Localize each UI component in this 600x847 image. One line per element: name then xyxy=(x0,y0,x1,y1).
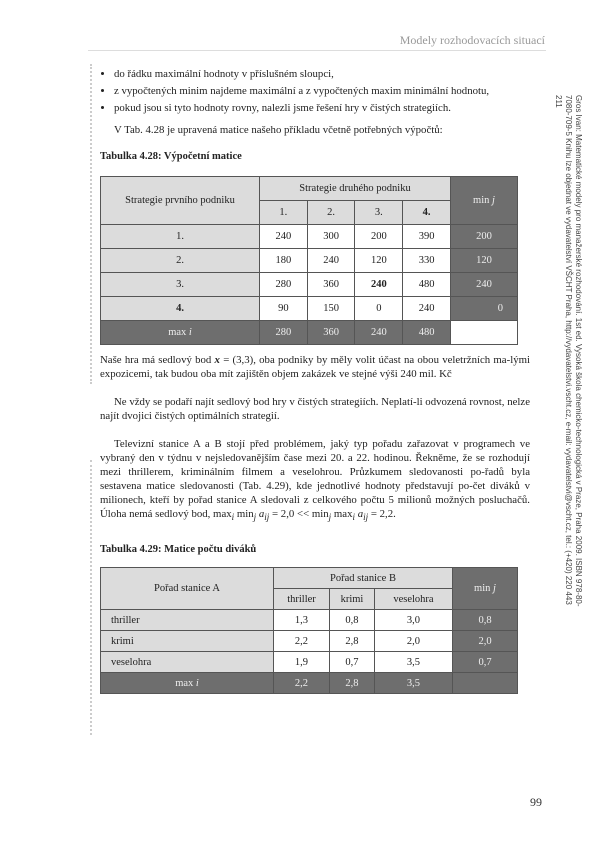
table-cell: 2,0 xyxy=(374,631,452,652)
table2-row-label: thriller xyxy=(101,610,274,631)
table2-row-min: 0,7 xyxy=(453,652,518,673)
table-row xyxy=(101,321,518,345)
table1-row-min: 200 xyxy=(451,225,518,249)
table2-row-header: Pořad stanice A xyxy=(101,568,274,610)
margin-marker-bottom xyxy=(90,460,92,735)
table-4-28 xyxy=(100,176,518,345)
table1-row-label: 4. xyxy=(101,297,260,321)
table-row xyxy=(101,673,518,694)
table1-col-header: 4. xyxy=(403,201,451,225)
table2-row-min: 0,8 xyxy=(453,610,518,631)
table1-row-min: 0 xyxy=(451,297,518,321)
side-citation: Gros Ivan: Matematické modely pro manažerské rozhodování. 1st ed. Vysoká škola chemicko-technologická v Praze, Praha 2009. ISBN 978-80-7080-709-5 Knihu lze objednat ve vydavatelství VŠCHT Praha, http://vydavatelstvi.vscht.cz, e-mail: vydavatelstvi@vscht.cz, tel.: (+420) 220 443 211 xyxy=(554,95,583,607)
table-row xyxy=(101,297,518,321)
table-cell: 240 xyxy=(403,297,451,321)
table-cell: 2,2 xyxy=(274,631,330,652)
table2-row-label: veselohra xyxy=(101,652,274,673)
table1-empty-corner xyxy=(451,321,518,345)
table-cell: 2,8 xyxy=(329,631,374,652)
table-cell: 180 xyxy=(260,249,308,273)
table-cell: 1,3 xyxy=(274,610,330,631)
table2-col-header: krimi xyxy=(329,589,374,610)
table-cell: 1,9 xyxy=(274,652,330,673)
running-header: Modely rozhodovacích situací xyxy=(399,33,545,47)
table-cell: 0 xyxy=(355,297,403,321)
table1-row-label: 3. xyxy=(101,273,260,297)
table2-row-label: krimi xyxy=(101,631,274,652)
table-cell: 3,5 xyxy=(374,652,452,673)
bullet-item: • z vypočtených minim najdeme maximální a z vypočtených maxim minimální hodnotu, xyxy=(114,84,530,98)
table1-row-min: 240 xyxy=(451,273,518,297)
bullet-item: • pokud jsou si tyto hodnoty rovny, nalezli jsme řešení hry v čistých strategiích. xyxy=(114,101,530,115)
table1-row-label: 2. xyxy=(101,249,260,273)
table1-caption: Tabulka 4.28: Výpočetní matice xyxy=(100,151,242,162)
table-cell: 0,8 xyxy=(329,610,374,631)
intro-paragraph: V Tab. 4.28 je upravená matice našeho příkladu včetně potřebných výpočtů: xyxy=(114,124,443,136)
table1-min-header: min j xyxy=(451,177,518,225)
table1-row-header: Strategie prvního podniku xyxy=(101,177,260,225)
table-cell: 3,0 xyxy=(374,610,452,631)
table1-col-max: 360 xyxy=(307,321,355,345)
table1-col-header: 2. xyxy=(307,201,355,225)
table-cell: 390 xyxy=(403,225,451,249)
table2-col-max: 2,2 xyxy=(274,673,330,694)
table1-row-min: 120 xyxy=(451,249,518,273)
table-cell: 90 xyxy=(260,297,308,321)
page-number: 99 xyxy=(530,795,542,809)
table2-caption: Tabulka 4.29: Matice počtu diváků xyxy=(100,544,257,556)
page-content xyxy=(100,65,530,694)
table2-col-header: thriller xyxy=(274,589,330,610)
table2-col-header: veselohra xyxy=(374,589,452,610)
table-row xyxy=(101,273,518,297)
table-row xyxy=(101,610,518,631)
tv-example-paragraph: Televizní stanice A a B stojí před problémem, jaký typ pořadu zařazovat v programech ve vybraný den v týdnu v nejsledovanějším čase mezi 20. a 22. hodinou. Řekněme, že se rozhodují mezi thrillerem, kriminálním filmem a veselohrou. Průzkumem sledovanosti po-řadů byla sestavena matice sledovanosti (Tab. 4.29), kde jednotlivé hodnoty představují po-čet diváků v milionech, kteří by pořad stanice A sledovali z celkového počtu 5 milionů možných posluchačů. Úloha nemá sedlový bod, $\max_i \min_j a_{ij} = 2,0 << \min_j \max_i a_{ij} = 2,2$. xyxy=(100,438,530,523)
table-row xyxy=(101,225,518,249)
table-row xyxy=(101,631,518,652)
no-saddle-paragraph: Ne vždy se podaří najít sedlový bod hry v čistých strategiích. Neplatí-li odvozená rovnost, nelze najít dvojici čistých optimálních strategií. xyxy=(100,396,530,422)
table-cell: 240 xyxy=(260,225,308,249)
table2-col-max: 2,8 xyxy=(329,673,374,694)
table1-max-label: max i xyxy=(101,321,260,345)
table-cell: 240 xyxy=(307,249,355,273)
table1-col-header: 3. xyxy=(355,201,403,225)
table-row xyxy=(101,249,518,273)
table-row xyxy=(101,652,518,673)
table-cell: 150 xyxy=(307,297,355,321)
table1-col-max: 480 xyxy=(403,321,451,345)
table-cell: 120 xyxy=(355,249,403,273)
table1-col-group: Strategie druhého podniku xyxy=(260,177,451,201)
table-cell: 280 xyxy=(260,273,308,297)
bullet-item: • do řádku maximální hodnoty v příslušném sloupci, xyxy=(114,67,530,81)
table-cell: 200 xyxy=(355,225,403,249)
table1-col-max: 280 xyxy=(260,321,308,345)
table-cell: 480 xyxy=(403,273,451,297)
table1-col-max: 240 xyxy=(355,321,403,345)
table2-col-max: 3,5 xyxy=(374,673,452,694)
saddle-point-paragraph: Naše hra má sedlový bod x = (3,3), oba podniky by měly volit účast na obou veletržních ma-lými expozicemi, tak budou oba mít zajištěn objem zakázek ve stejné výši 240 mil. Kč xyxy=(100,354,530,380)
table2-row-min: 2,0 xyxy=(453,631,518,652)
table2-col-group: Pořad stanice B xyxy=(274,568,453,589)
table-cell: 360 xyxy=(307,273,355,297)
table1-row-label: 1. xyxy=(101,225,260,249)
table2-max-label: max i xyxy=(101,673,274,694)
table2-empty-corner xyxy=(453,673,518,694)
bullet-list xyxy=(100,67,530,115)
table-cell: 330 xyxy=(403,249,451,273)
table-4-29 xyxy=(100,567,518,694)
table2-min-header: min j xyxy=(453,568,518,610)
table1-col-header: 1. xyxy=(260,201,308,225)
table-cell: 0,7 xyxy=(329,652,374,673)
header-rule xyxy=(88,50,546,51)
table-cell: 300 xyxy=(307,225,355,249)
saddle-point-cell: 240 xyxy=(355,273,403,297)
margin-marker-top xyxy=(90,64,92,384)
